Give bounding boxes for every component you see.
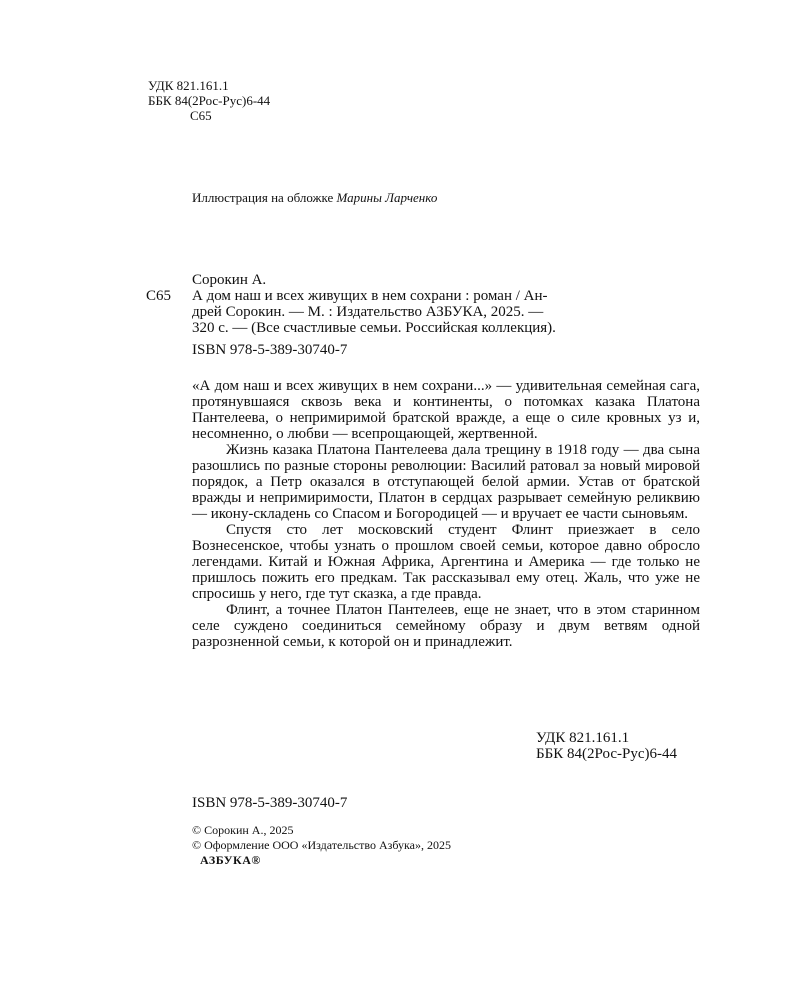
catalog-code: С65 [146, 288, 172, 304]
header-classification [148, 78, 270, 123]
classification-udk: УДК 821.161.1 [536, 730, 630, 746]
classification-bbk: ББК 84(2Рос-Рус)6-44 [536, 746, 677, 762]
catalog-author: Сорокин А. [192, 272, 267, 288]
illustration-credit [192, 190, 437, 205]
imprint-logo: АЗБУКА® [200, 853, 261, 867]
header-udk: УДК 821.161.1 [148, 78, 229, 93]
footer-copyright [192, 823, 451, 868]
illustration-artist: Марины Ларченко [336, 190, 438, 205]
catalog-isbn: ISBN 978-5-389-30740-7 [192, 342, 348, 358]
annotation-paragraph-3: Спустя сто лет московский студент Флинт приезжает в село Вознесенское, чтобы узнать о прошлом своей семьи, которое давно обросло легендами. Китай и Южная Африка, Аргентина и Америка — где только не пришлось пожить его предкам. Так рассказывал ему отец. Жаль, что уже не спросишь у него, где тут сказка, а где правда. [192, 522, 700, 602]
catalog-card [146, 272, 700, 358]
footer-isbn: ISBN 978-5-389-30740-7 [192, 795, 348, 811]
header-bbk: ББК 84(2Рос-Рус)6-44 [148, 93, 271, 108]
annotation-paragraph-4: Флинт, а точнее Платон Пантелеев, еще не знает, что в этом старинном селе суждено соединиться семейному образу и двум ветвям одной разрозненной семьи, к которой он и принадлежит. [192, 602, 700, 650]
catalog-line-1: А дом наш и всех живущих в нем сохрани : роман / Ан- [192, 288, 548, 304]
annotation-paragraph-1: «А дом наш и всех живущих в нем сохрани...» — удивительная семейная сага, протянувшаяся сквозь века и континенты, о потомках казака Платона Пантелеева, о непримиримой братской вражде, а еще о силе кровных уз и, несомненно, о любви — всепрощающей, жертвенной. [192, 378, 700, 442]
catalog-line-3: 320 с. — (Все счастливые семьи. Российская коллекция). [192, 320, 556, 336]
illustration-prefix: Иллюстрация на обложке [192, 190, 337, 205]
classification-block [536, 730, 677, 762]
copyright-design: © Оформление ООО «Издательство Азбука», 2025 [192, 838, 451, 852]
catalog-line-2: дрей Сорокин. — М. : Издательство АЗБУКА, 2025. — [192, 304, 544, 320]
annotation [192, 378, 700, 650]
header-code: С65 [190, 108, 212, 123]
copyright-author: © Сорокин А., 2025 [192, 823, 294, 837]
annotation-paragraph-2: Жизнь казака Платона Пантелеева дала трещину в 1918 году — два сына разошлись по разные стороны революции: Василий ратовал за новый мировой порядок, а Петр оказался в отступающей белой армии. Устав от братской вражды и непримиримости, Платон в сердцах разрывает семейную реликвию — икону-складень со Спасом и Богородицей — и вручает ее части сыновьям. [192, 442, 700, 522]
